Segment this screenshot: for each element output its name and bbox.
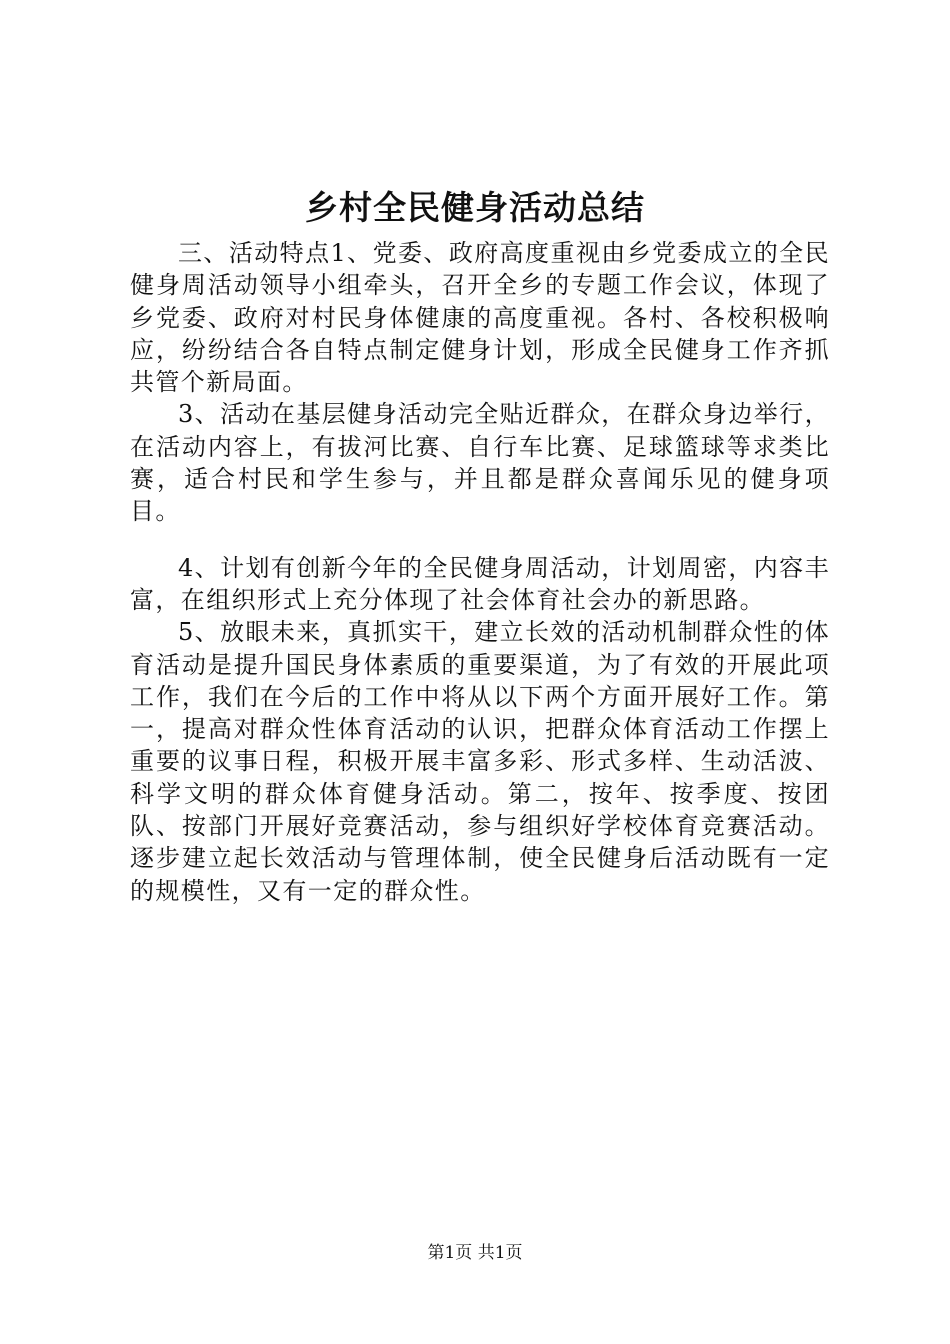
paragraph-activity-features: 三、活动特点1、党委、政府高度重视由乡党委成立的全民健身周活动领导小组牵头，召开全乡的专题工作会议，体现了乡党委、政府对村民身体健康的高度重视。各村、各校积极响应，纷纷结合各自特点制定健身计划，形成全民健身工作齐抓共管个新局面。	[130, 239, 830, 397]
paragraph-future-mechanism: 5、放眼未来，真抓实干，建立长效的活动机制群众性的体育活动是提升国民身体素质的重要渠道，为了有效的开展此项工作，我们在今后的工作中将从以下两个方面开展好工作。第一，提高对群众性体育活动的认识，把群众体育活动工作摆上重要的议事日程，积极开展丰富多彩、形式多样、生动活波、科学文明的群众体育健身活动。第二，按年、按季度、按团队、按部门开展好竞赛活动，参与组织好学校体育竞赛活动。逐步建立起长效活动与管理体制，使全民健身后活动既有一定的规模性，又有一定的群众性。	[130, 618, 830, 905]
page-footer: 第1页 共1页	[427, 1243, 523, 1263]
document-title: 乡村全民健身活动总结	[305, 188, 645, 227]
paragraph-grassroots-activities: 3、活动在基层健身活动完全贴近群众，在群众身边举行，在活动内容上，有拔河比赛、自行车比赛、足球篮球等求类比赛，适合村民和学生参与，并且都是群众喜闻乐见的健身项目。	[130, 400, 830, 526]
document-body	[130, 237, 830, 907]
paragraph-plan-innovation: 4、计划有创新今年的全民健身周活动，计划周密，内容丰富，在组织形式上充分体现了社会体育社会办的新思路。	[130, 553, 830, 614]
